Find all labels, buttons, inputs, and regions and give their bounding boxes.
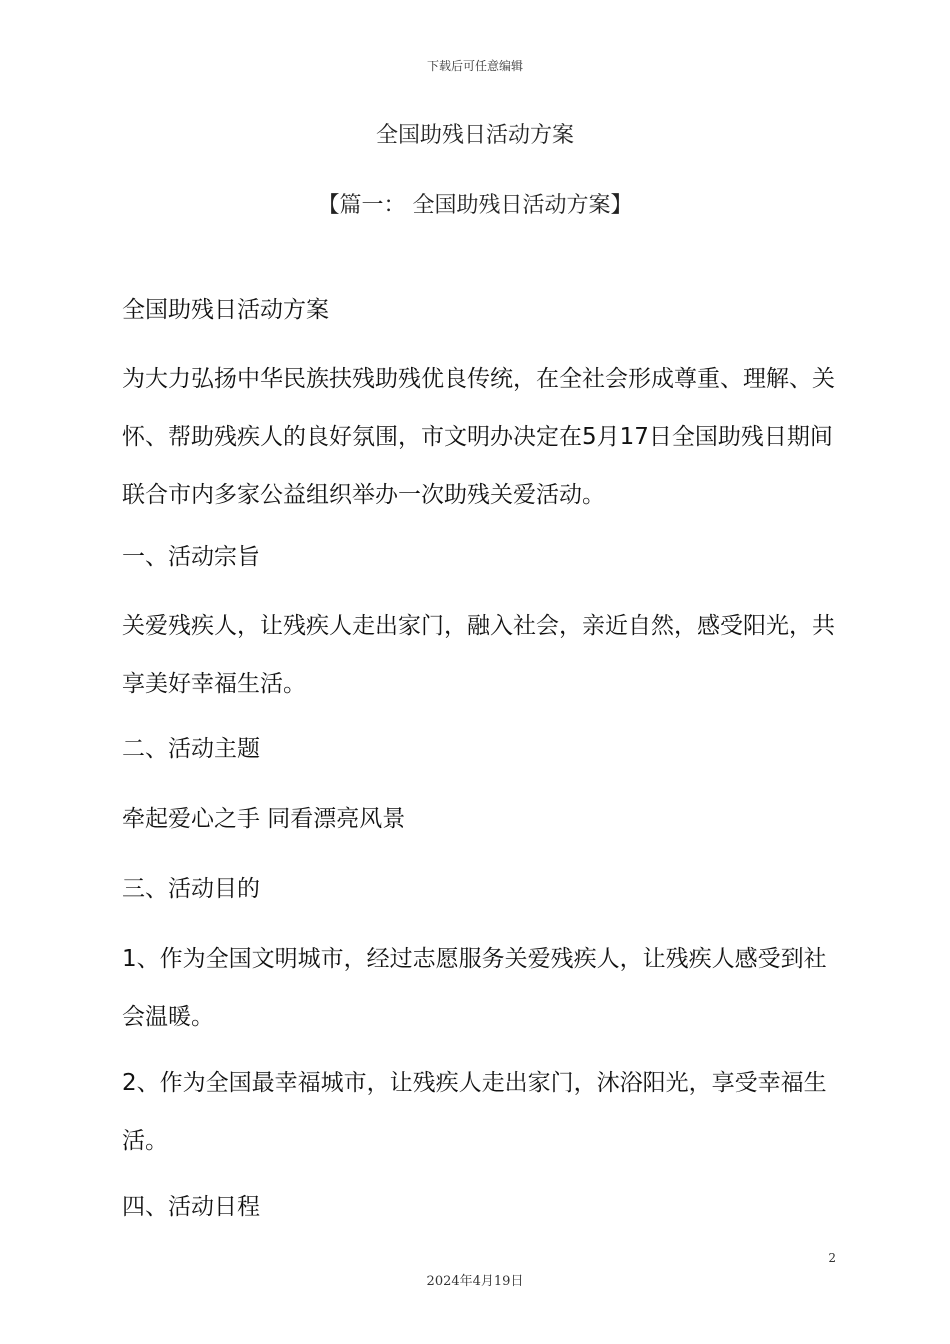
- section-heading-schedule: 四、活动日程: [122, 1194, 260, 1220]
- section-heading-goals: 三、活动目的: [122, 876, 260, 902]
- goal-item-1: 1、作为全国文明城市，经过志愿服务关爱残疾人，让残疾人感受到社会温暖。: [122, 946, 827, 1030]
- page-number: 2: [828, 1251, 836, 1265]
- section-heading-plan-title: 全国助残日活动方案: [122, 297, 329, 323]
- goal-item-2: 2、作为全国最幸福城市，让残疾人走出家门，沐浴阳光，享受幸福生活。: [122, 1070, 827, 1154]
- page-header-note: 下载后可任意编辑: [426, 59, 523, 73]
- page-footer-date: 2024年4月19日: [426, 1274, 524, 1289]
- theme-paragraph: 牵起爱心之手 同看漂亮风景: [122, 806, 406, 832]
- document-title: 全国助残日活动方案: [375, 123, 574, 148]
- document-subtitle: 【篇一： 全国助残日活动方案】: [317, 193, 633, 218]
- intro-paragraph: 为大力弘扬中华民族扶残助残优良传统，在全社会形成尊重、理解、关怀、帮助残疾人的良好氛围，市文明办决定在5月17日全国助残日期间联合市内多家公益组织举办一次助残关爱活动。: [122, 366, 835, 508]
- section-heading-theme: 二、活动主题: [122, 736, 260, 762]
- section-heading-purpose: 一、活动宗旨: [122, 544, 260, 570]
- purpose-paragraph: 关爱残疾人，让残疾人走出家门，融入社会，亲近自然，感受阳光，共享美好幸福生活。: [122, 613, 835, 697]
